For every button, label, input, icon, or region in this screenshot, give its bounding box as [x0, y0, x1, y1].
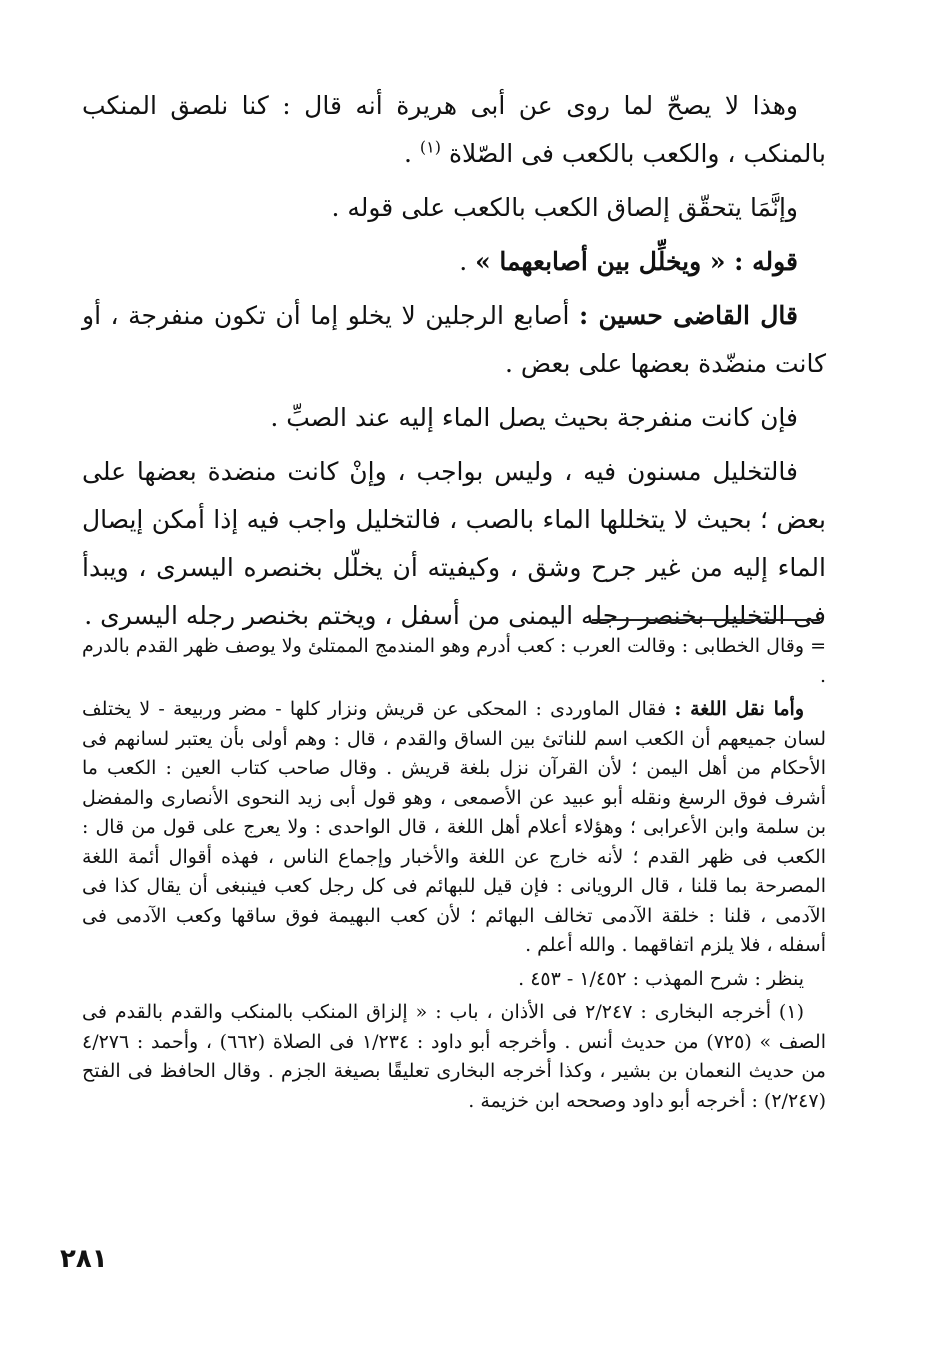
footnote-1: (١) أخرجه البخارى : ٢/٢٤٧ فى الأذان ، باب : « إلزاق المنكب بالمنكب والقدم بالقدم فى الصف » (٧٢٥) من حديث أنس . وأخرجه أبو داود : ١/٢٣٤ فى الصلاة (٦٦٢) ، وأحمد : ٤/٢٧٦ من حديث النعمان بن بشير ، وكذا أخرجه البخارى تعليقًا بصيغة الجزم . وقال الحافظ فى الفتح (٢/٢٤٧) : أخرجه أبو داود وصححه ابن خزيمة .	[82, 1001, 826, 1112]
footnote-reference: ينظر : شرح المهذب : ١/٤٥٢ - ٤٥٣ .	[518, 967, 804, 990]
paragraph-1	[82, 82, 826, 178]
footnotes	[82, 632, 826, 1116]
footnote-continuation: = وقال الخطابى : وقالت العرب : كعب أدرم وهو المندمج الممتلئ ولا يوصف ظهر القدم بالدرم .	[82, 635, 826, 687]
paragraph-1-text: وهذا لا يصحّ لما روى عن أبى هريرة أنه قال : كنا نلصق المنكب بالمنكب ، والكعب بالكعب فى الصّلاة	[82, 91, 826, 168]
paragraph-3-quote: قوله : « ويخلِّل بين أصابعهما »	[475, 247, 798, 276]
footnote-marker: (١)	[419, 137, 441, 157]
footnote-language	[82, 695, 826, 961]
paragraph-4-body: أصابع الرجلين لا يخلو إما أن تكون منفرجة ، أو كانت منضّدة بعضها على بعض .	[82, 301, 826, 378]
footnote-language-lead: وأما نقل اللغة :	[674, 698, 805, 720]
paragraph-6: فالتخليل مسنون فيه ، وليس بواجب ، وإنْ كانت منضدة بعضها على بعض ؛ بحيث لا يتخللها الماء بالصب ، فالتخليل واجب فيه إذا أمكن إيصال الماء إليه من غير جرح وشق ، وكيفيته أن يخلّل بخنصره اليسرى ، ويبدأ فى التخليل بخنصر رجله اليمنى من أسفل ، ويختم بخنصر رجله اليسرى .	[82, 457, 826, 630]
paragraph-3	[82, 238, 826, 286]
page-number: ٢٨١	[60, 1244, 108, 1274]
paragraph-3-end: .	[459, 247, 476, 276]
paragraph-1-end: .	[403, 139, 420, 168]
paragraph-5: فإن كانت منفرجة بحيث يصل الماء إليه عند الصبِّ .	[270, 403, 798, 432]
main-text	[82, 82, 826, 640]
footnote-language-body: فقال الماوردى : المحكى عن قريش ونزار كلها - مضر وربيعة - لا يختلف لسان جميعهم أن الكعب اسم للناتئ بين الساق والقدم ، قال : وهم أولى بأن يعتبر لسانهم فى الأحكام من أهل اليمن ؛ لأن القرآن نزل بلغة قريش . وقال صاحب كتاب العين : الكعب ما أشرف فوق الرسغ ونقله أبو عبيد عن الأصمعى ، وهو قول أبى زيد النحوى الأنصارى والمفضل بن سلمة وابن الأعرابى ؛ وهؤلاء أعلام أهل اللغة ، قال الواحدى : ولا يعرج على قول من قال : الكعب فى ظهر القدم ؛ لأنه خارج عن اللغة والأخبار وإجماع الناس ، فهذه أقوال أئمة اللغة المصرحة بما قلنا ، قال الرويانى : فإن قيل للبهائم فى كل رجل كعب فينبغى أن يقال كذا فى الآدمى ، قلنا : خلقة الآدمى تخالف البهائم ؛ لأن كعب البهيمة فوق ساقها وكعب الآدمى فى أسفله ، فلا يلزم اتفاقهما . والله أعلم .	[82, 698, 826, 956]
paragraph-4	[82, 292, 826, 388]
paragraph-4-lead: قال القاضى حسين :	[579, 301, 798, 330]
footnote-divider	[592, 619, 820, 621]
paragraph-2: وإنَّمَا يتحقّق إلصاق الكعب بالكعب على قوله .	[331, 193, 798, 222]
